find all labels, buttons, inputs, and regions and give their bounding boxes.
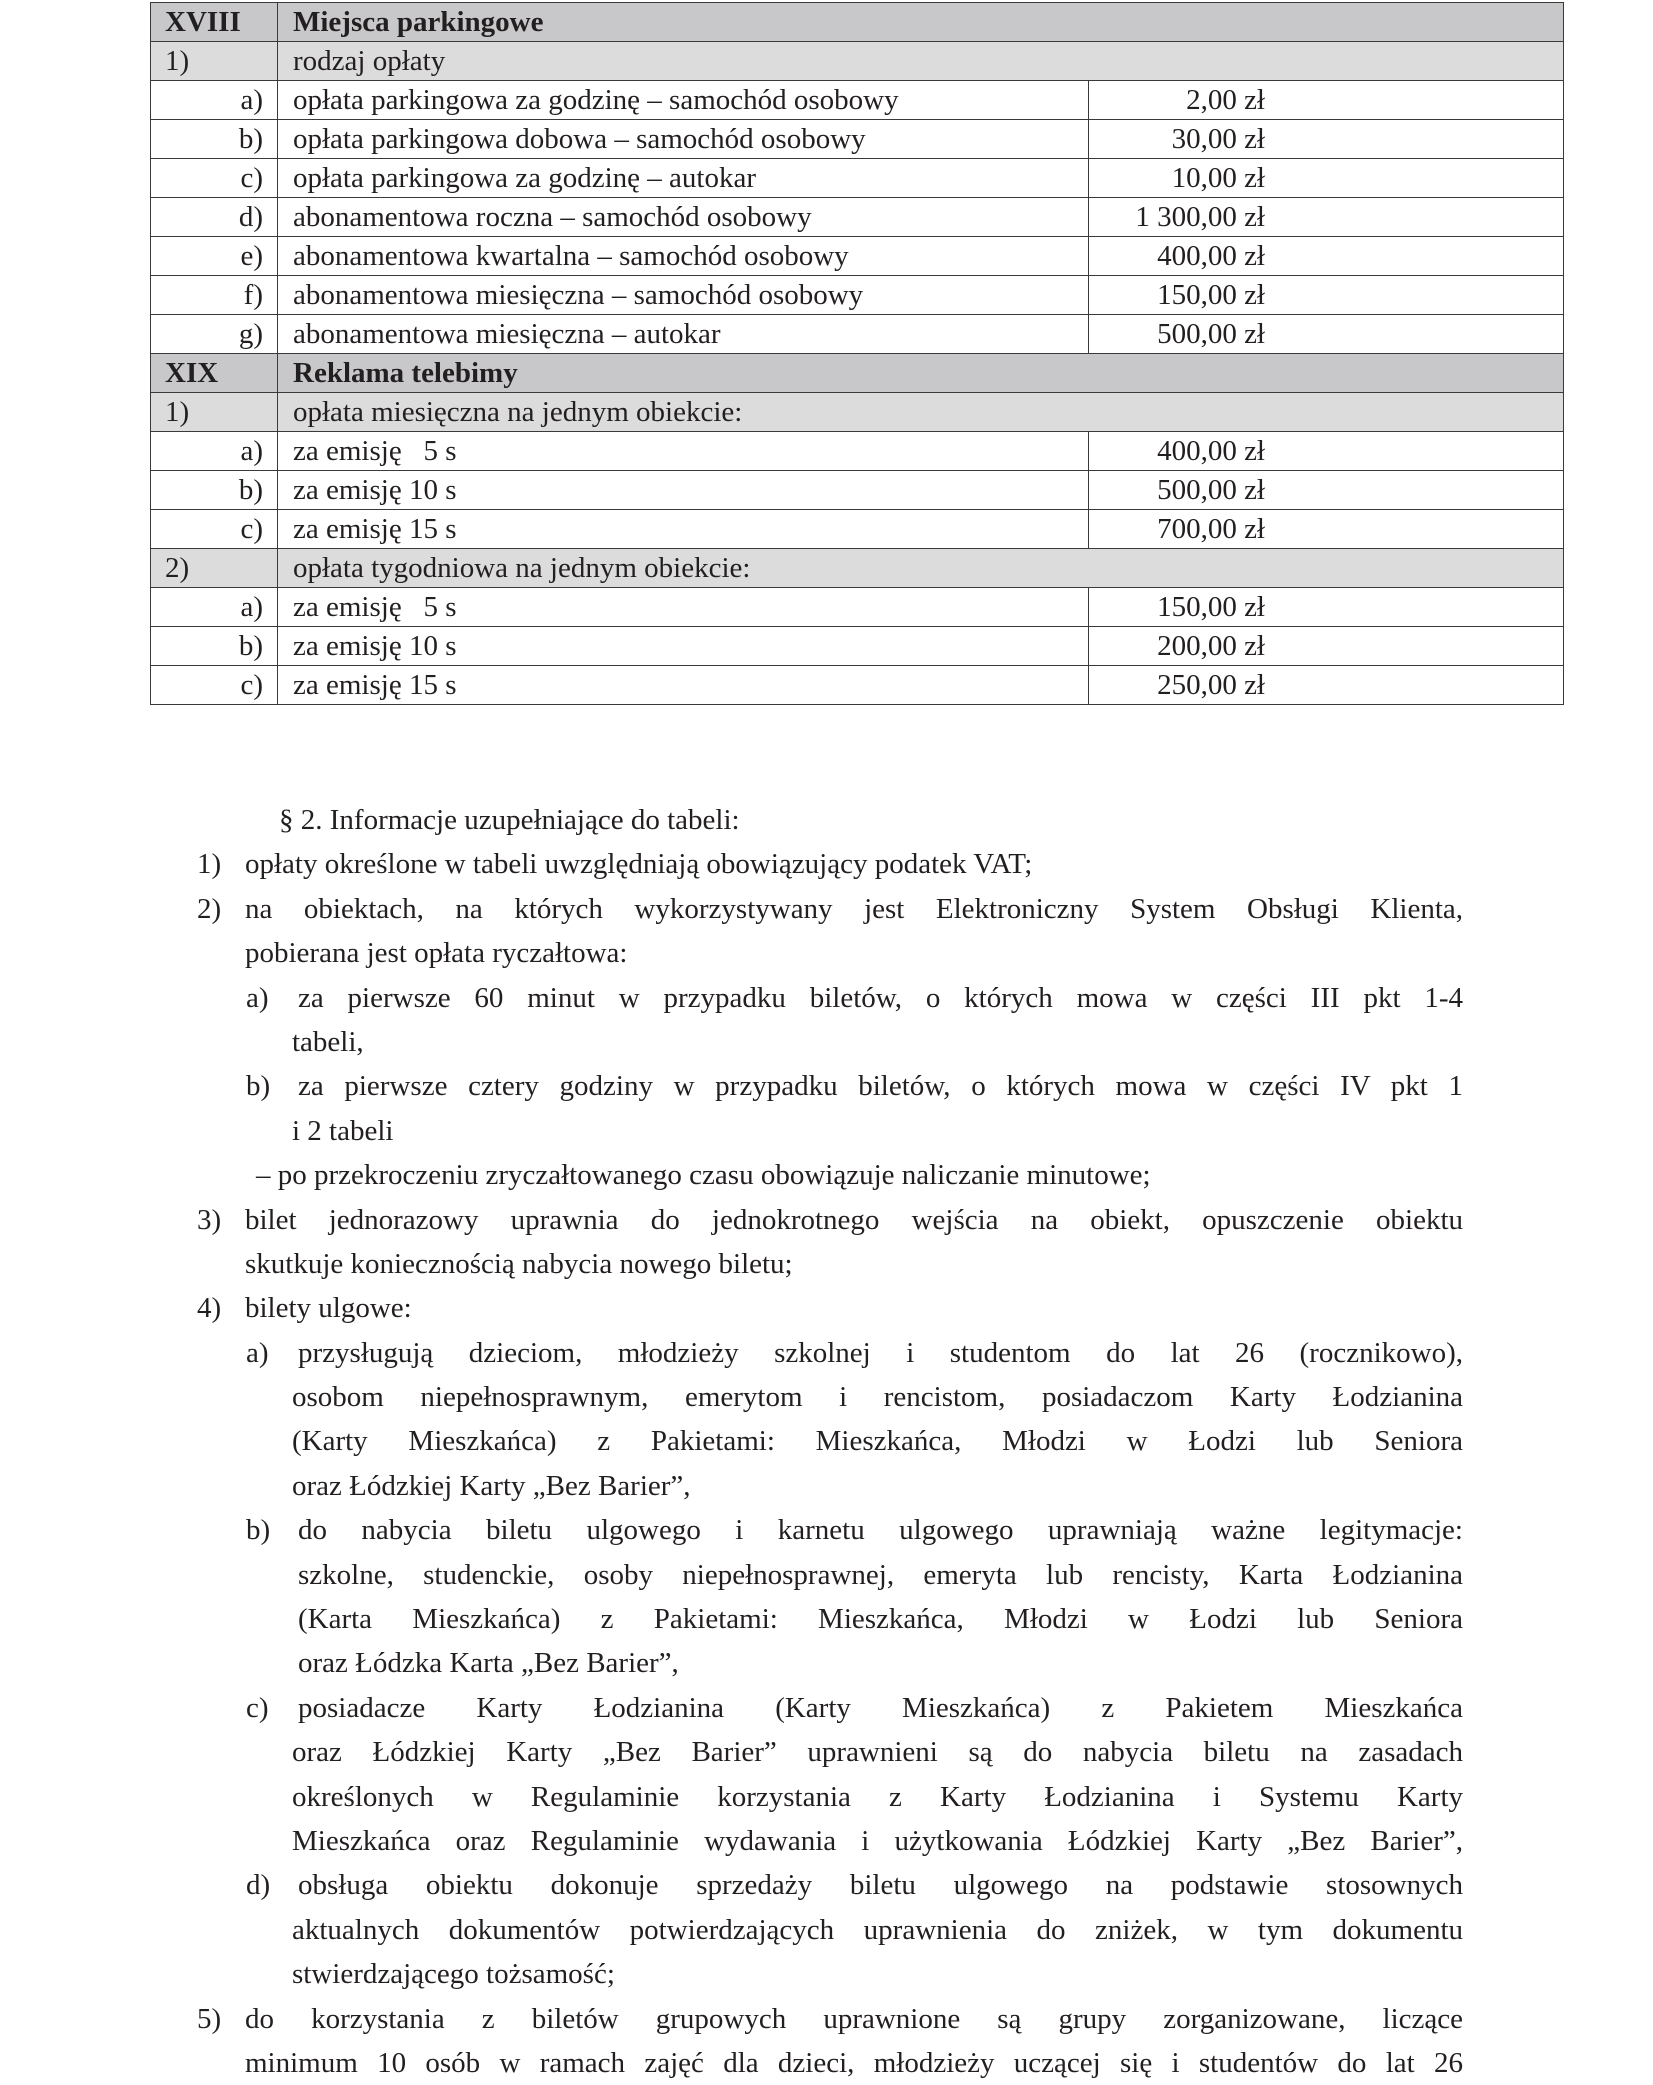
list-marker: b) [246, 1070, 271, 1103]
row-description-cell: opłata miesięczna na jednym obiekcie: [278, 393, 1564, 432]
note-text: przysługują dzieciom, młodzieży szkolnej i studentom do lat 26 (rocznikowo), [298, 1336, 1463, 1369]
table-row [151, 237, 1564, 276]
row-amount-cell: 10,00 zł [1089, 159, 1564, 198]
row-number-cell: 1) [151, 42, 278, 81]
note-text: opłaty określone w tabeli uwzględniają obowiązujący podatek VAT; [245, 848, 1033, 881]
row-description-cell: abonamentowa miesięczna – samochód osobowy [278, 276, 1089, 315]
note-text: osobom niepełnosprawnym, emerytom i rencistom, posiadaczom Karty Łodzianina [292, 1381, 1463, 1414]
note-text: bilet jednorazowy uprawnia do jednokrotnego wejścia na obiekt, opuszczenie obiektu [245, 1203, 1463, 1236]
table-section-row [151, 3, 1564, 42]
row-amount-cell: 200,00 zł [1089, 627, 1564, 666]
note-line [0, 1064, 1653, 1108]
note-line [0, 1286, 1653, 1330]
row-amount-cell: 30,00 zł [1089, 120, 1564, 159]
note-text: obsługa obiektu dokonuje sprzedaży biletu ulgowego na podstawie stosownych [298, 1869, 1463, 1902]
note-text: na obiektach, na których wykorzystywany jest Elektroniczny System Obsługi Klienta, [245, 892, 1463, 925]
row-description-cell: abonamentowa kwartalna – samochód osobowy [278, 237, 1089, 276]
row-number-cell: 1) [151, 393, 278, 432]
row-description-cell: za emisję 15 s [278, 666, 1089, 705]
row-number-cell: b) [151, 627, 278, 666]
note-line [0, 1775, 1653, 1819]
note-line [0, 1819, 1653, 1863]
list-marker: c) [246, 1691, 269, 1724]
note-text: do korzystania z biletów grupowych uprawnione są grupy zorganizowane, liczące [245, 2002, 1463, 2035]
note-text: minimum 10 osób w ramach zajęć dla dzieci, młodzieży uczącej się i studentów do lat 26 [245, 2046, 1463, 2079]
table-subsection-row [151, 393, 1564, 432]
table-row [151, 81, 1564, 120]
tariff-table-body [151, 3, 1564, 705]
row-number-cell: b) [151, 471, 278, 510]
note-text: (Karta Mieszkańca) z Pakietami: Mieszkańca, Młodzi w Łodzi lub Seniora [298, 1603, 1463, 1636]
note-line [0, 1508, 1653, 1552]
note-line [0, 931, 1653, 975]
row-description-cell: opłata parkingowa za godzinę – autokar [278, 159, 1089, 198]
row-number-cell: c) [151, 666, 278, 705]
table-row [151, 627, 1564, 666]
row-amount-cell: 150,00 zł [1089, 276, 1564, 315]
row-description-cell: abonamentowa miesięczna – autokar [278, 315, 1089, 354]
list-marker: 1) [197, 848, 222, 881]
tariff-table [150, 2, 1564, 705]
note-line [0, 1597, 1653, 1641]
note-line [0, 1419, 1653, 1463]
note-line [0, 976, 1653, 1020]
row-number-cell: a) [151, 432, 278, 471]
note-text: za pierwsze 60 minut w przypadku biletów, o których mowa w części III pkt 1-4 [298, 981, 1463, 1014]
row-number-cell: b) [151, 120, 278, 159]
table-row [151, 666, 1564, 705]
note-text: pobierana jest opłata ryczałtowa: [245, 937, 628, 970]
row-number-cell: f) [151, 276, 278, 315]
note-line [0, 1375, 1653, 1419]
list-marker: 5) [197, 2002, 222, 2035]
section-heading [0, 798, 1653, 842]
note-text: oraz Łódzka Karta „Bez Barier”, [298, 1647, 679, 1680]
note-text: do nabycia biletu ulgowego i karnetu ulgowego uprawniają ważne legitymacje: [298, 1514, 1463, 1547]
note-line [0, 1952, 1653, 1996]
note-line [0, 2041, 1653, 2085]
row-description-cell: za emisję 10 s [278, 471, 1089, 510]
row-description-cell: za emisję 15 s [278, 510, 1089, 549]
row-description-cell: opłata parkingowa za godzinę – samochód osobowy [278, 81, 1089, 120]
table-row [151, 510, 1564, 549]
row-number-cell: e) [151, 237, 278, 276]
list-marker: d) [246, 1869, 271, 1902]
note-line [0, 1908, 1653, 1952]
table-row [151, 315, 1564, 354]
row-amount-cell: 150,00 zł [1089, 588, 1564, 627]
table-row [151, 471, 1564, 510]
note-line [0, 1331, 1653, 1375]
row-description-cell: za emisję 5 s [278, 432, 1089, 471]
row-amount-cell: 700,00 zł [1089, 510, 1564, 549]
row-description-cell: opłata tygodniowa na jednym obiekcie: [278, 549, 1564, 588]
table-subsection-row [151, 42, 1564, 81]
table-row [151, 276, 1564, 315]
row-amount-cell: 250,00 zł [1089, 666, 1564, 705]
note-text: szkolne, studenckie, osoby niepełnosprawnej, emeryta lub rencisty, Karta Łodzianina [298, 1558, 1463, 1591]
row-number-cell: 2) [151, 549, 278, 588]
note-line [0, 842, 1653, 886]
note-line [0, 1997, 1653, 2041]
note-line [0, 1109, 1653, 1153]
note-line [0, 1198, 1653, 1242]
note-text: skutkuje koniecznością nabycia nowego biletu; [245, 1247, 793, 1280]
row-number-cell: XIX [151, 354, 278, 393]
list-marker: 4) [197, 1292, 222, 1325]
row-amount-cell: 400,00 zł [1089, 237, 1564, 276]
note-line [0, 1242, 1653, 1286]
row-description-cell: opłata parkingowa dobowa – samochód osobowy [278, 120, 1089, 159]
note-text: (Karty Mieszkańca) z Pakietami: Mieszkańca, Młodzi w Łodzi lub Seniora [292, 1425, 1463, 1458]
note-line [0, 1641, 1653, 1685]
row-amount-cell: 500,00 zł [1089, 471, 1564, 510]
table-row [151, 432, 1564, 471]
row-description-cell: Miejsca parkingowe [278, 3, 1564, 42]
note-line [0, 1464, 1653, 1508]
note-text: posiadacze Karty Łodzianina (Karty Mieszkańca) z Pakietem Mieszkańca [298, 1691, 1463, 1724]
note-line [0, 1153, 1653, 1197]
note-line [0, 1686, 1653, 1730]
list-marker: 2) [197, 892, 222, 925]
row-number-cell: XVIII [151, 3, 278, 42]
note-text: stwierdzającego tożsamość; [292, 1958, 615, 1991]
row-number-cell: c) [151, 510, 278, 549]
row-description-cell: abonamentowa roczna – samochód osobowy [278, 198, 1089, 237]
note-line [0, 887, 1653, 931]
note-text: oraz Łódzkiej Karty „Bez Barier” uprawnieni są do nabycia biletu na zasadach [292, 1736, 1463, 1769]
row-description-cell: rodzaj opłaty [278, 42, 1564, 81]
row-number-cell: a) [151, 588, 278, 627]
row-number-cell: d) [151, 198, 278, 237]
table-row [151, 159, 1564, 198]
note-text: tabeli, [292, 1025, 364, 1058]
row-amount-cell: 400,00 zł [1089, 432, 1564, 471]
list-marker: a) [246, 1336, 269, 1369]
supplementary-notes [0, 798, 1653, 2085]
row-number-cell: a) [151, 81, 278, 120]
note-line [0, 1020, 1653, 1064]
row-amount-cell: 1 300,00 zł [1089, 198, 1564, 237]
note-text: i 2 tabeli [292, 1114, 394, 1147]
row-number-cell: g) [151, 315, 278, 354]
note-text: oraz Łódzkiej Karty „Bez Barier”, [292, 1469, 691, 1502]
table-row [151, 588, 1564, 627]
list-marker: a) [246, 981, 269, 1014]
table-row [151, 198, 1564, 237]
note-text: Mieszkańca oraz Regulaminie wydawania i użytkowania Łódzkiej Karty „Bez Barier”, [292, 1824, 1463, 1857]
note-text: bilety ulgowe: [245, 1292, 412, 1325]
list-marker: 3) [197, 1203, 222, 1236]
list-marker: b) [246, 1514, 271, 1547]
row-description-cell: za emisję 10 s [278, 627, 1089, 666]
note-line [0, 1863, 1653, 1907]
row-description-cell: Reklama telebimy [278, 354, 1564, 393]
note-text: aktualnych dokumentów potwierdzających uprawnienia do zniżek, w tym dokumentu [292, 1913, 1463, 1946]
row-description-cell: za emisję 5 s [278, 588, 1089, 627]
note-text: § 2. Informacje uzupełniające do tabeli: [279, 804, 740, 836]
row-amount-cell: 500,00 zł [1089, 315, 1564, 354]
note-line [0, 1553, 1653, 1597]
row-amount-cell: 2,00 zł [1089, 81, 1564, 120]
note-text: – po przekroczeniu zryczałtowanego czasu obowiązuje naliczanie minutowe; [256, 1159, 1151, 1192]
table-section-row [151, 354, 1564, 393]
row-number-cell: c) [151, 159, 278, 198]
table-subsection-row [151, 549, 1564, 588]
note-text: określonych w Regulaminie korzystania z Karty Łodzianina i Systemu Karty [292, 1780, 1463, 1813]
table-row [151, 120, 1564, 159]
note-line [0, 1730, 1653, 1774]
note-text: za pierwsze cztery godziny w przypadku biletów, o których mowa w części IV pkt 1 [298, 1070, 1463, 1103]
